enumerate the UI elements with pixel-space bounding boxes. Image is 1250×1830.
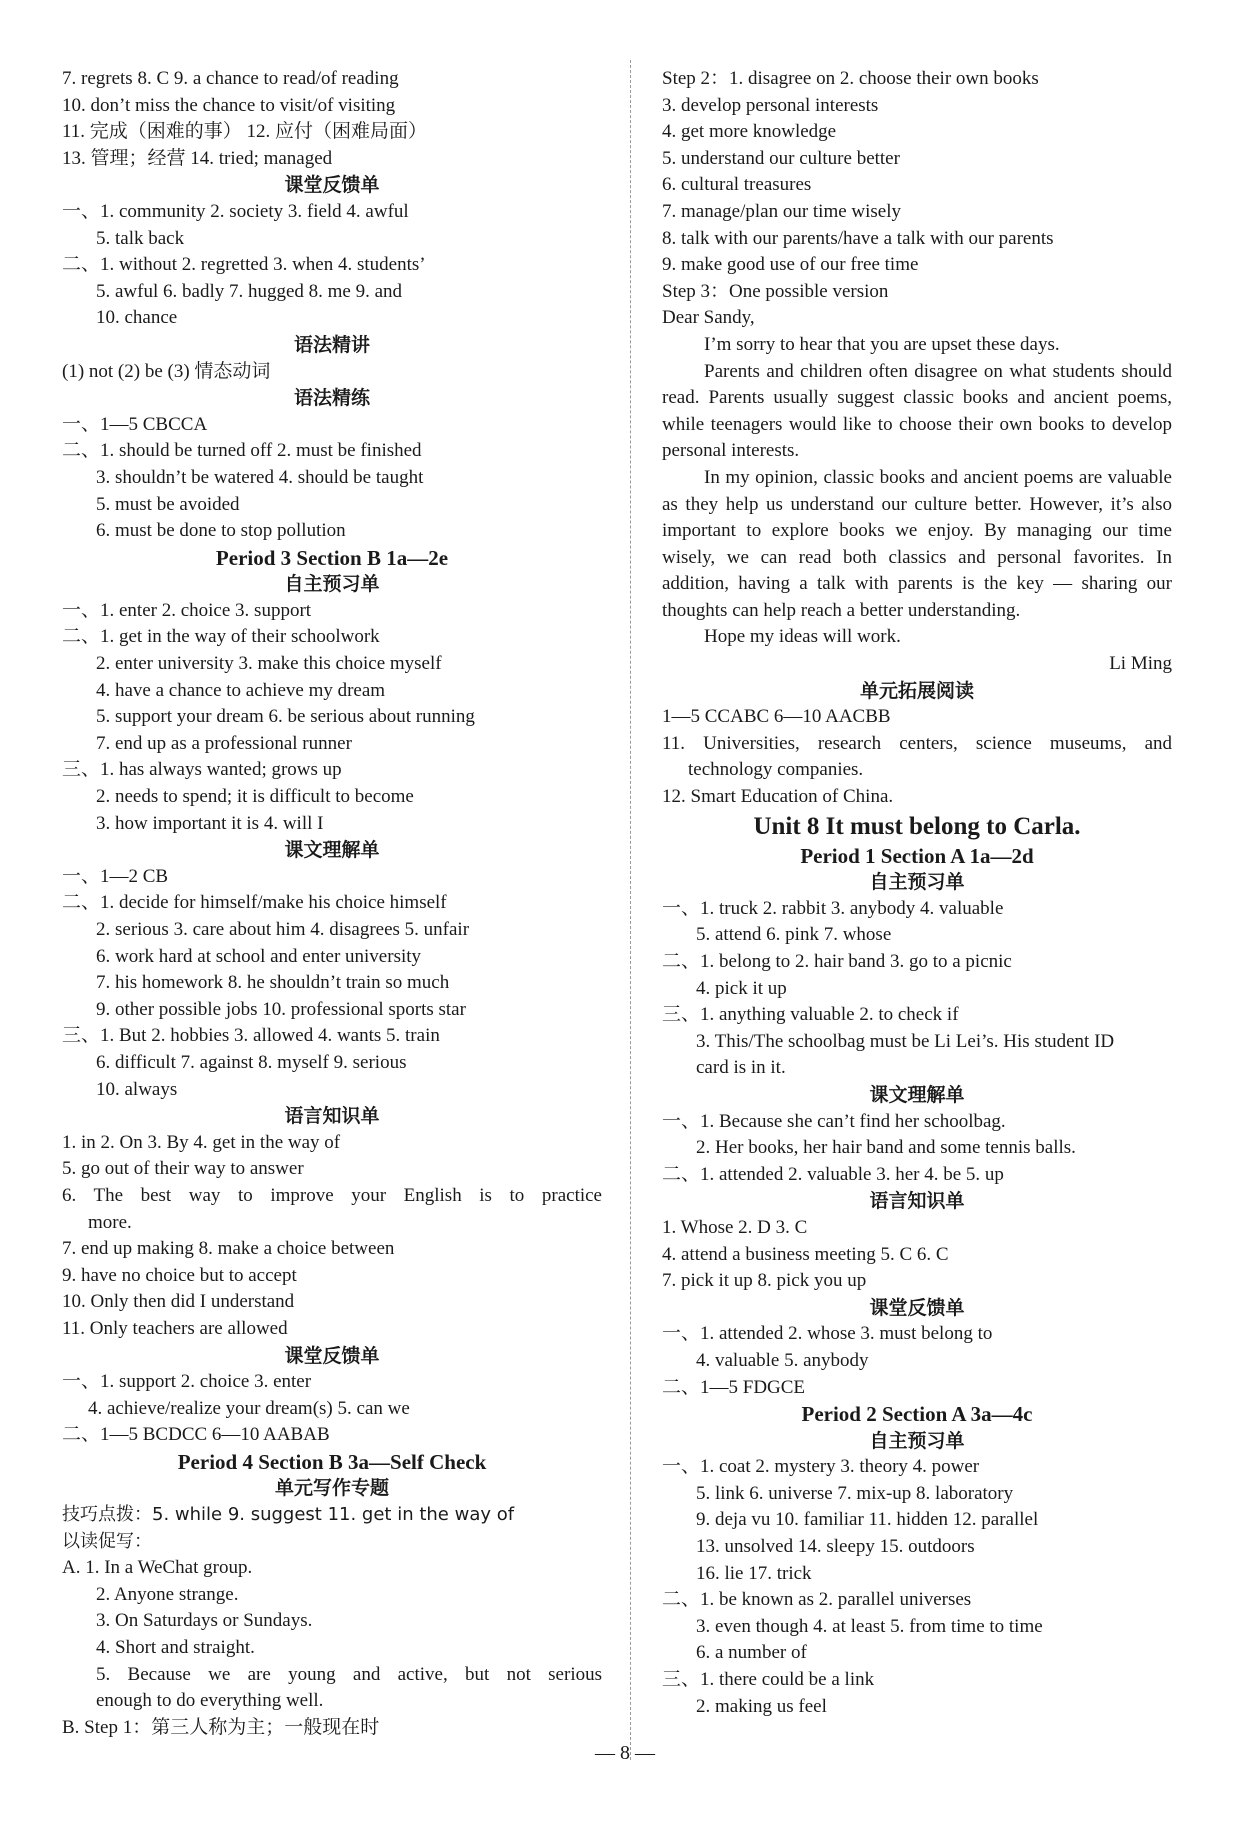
answer-line: 技巧点拨：5. while 9. suggest 11. get in the way of	[62, 1504, 515, 1526]
answer-line: 11. Only teachers are allowed	[62, 1317, 288, 1339]
answer-line: 3. This/The schoolbag must be Li Lei’s. His student ID	[696, 1030, 1115, 1052]
answer-line: 6. work hard at school and enter university	[96, 945, 422, 967]
answer-line: 4. get more knowledge	[662, 121, 837, 143]
answer-line: Step 2：1. disagree on 2. choose their own books	[662, 68, 1039, 89]
section-heading: 单元写作专题	[274, 1477, 389, 1500]
paragraph: In my opinion, classic books and ancient poems are valuable as they help us understand our culture better. However, it’s also important to explore books we enjoy. By managing our time wisely, we can read both classics and personal favorites. In addition, having a talk with parents is the key — sharing our thoughts can help reach a better understanding.	[662, 466, 1172, 621]
answer-line: 10. don’t miss the chance to visit/of visiting	[62, 94, 396, 116]
answer-line: 4. valuable 5. anybody	[696, 1349, 869, 1371]
answer-line: 10. Only then did I understand	[62, 1291, 295, 1313]
column-divider	[630, 60, 631, 1760]
answer-line: I’m sorry to hear that you are upset these days.	[704, 333, 1060, 355]
answer-line: card is in it.	[696, 1057, 786, 1079]
answer-line: 9. other possible jobs 10. professional sports star	[96, 998, 466, 1020]
answer-line: 二、1. decide for himself/make his choice himself	[62, 892, 447, 914]
answer-line: 二、1. be known as 2. parallel universes	[662, 1589, 972, 1611]
answer-line: 4. achieve/realize your dream(s) 5. can we	[88, 1397, 410, 1419]
period-heading: Period 4 Section B 3a—Self Check	[177, 1449, 487, 1474]
answer-line: 二、1. without 2. regretted 3. when 4. students’	[62, 254, 426, 276]
section-heading: 自主预习单	[869, 1429, 965, 1452]
answer-line: 6. cultural treasures	[662, 174, 812, 196]
answer-line: 7. manage/plan our time wisely	[662, 200, 902, 222]
answer-line: 9. make good use of our free time	[662, 254, 919, 276]
answer-line: 一、1—2 CB	[62, 865, 169, 887]
answer-line: 2. enter university 3. make this choice myself	[96, 653, 442, 675]
section-heading: 语法精讲	[293, 333, 370, 356]
period-heading: Unit 8 It must belong to Carla.	[753, 812, 1081, 840]
section-heading: 课文理解单	[869, 1083, 965, 1106]
answer-line: 7. regrets 8. C 9. a chance to read/of reading	[62, 68, 399, 89]
answer-line: A. 1. In a WeChat group.	[62, 1557, 253, 1579]
section-heading: 课文理解单	[284, 839, 380, 862]
section-heading: 语法精练	[293, 387, 370, 410]
answer-line: 一、1. coat 2. mystery 3. theory 4. power	[662, 1456, 980, 1478]
section-heading: 课堂反馈单	[284, 174, 380, 197]
paragraph: Parents and children often disagree on what students should read. Parents usually suggest classic books and ancient poems, while teenagers would like to choose their own books to develop personal interests.	[662, 360, 1172, 462]
answer-line: 1. in 2. On 3. By 4. get in the way of	[62, 1131, 341, 1153]
answer-line: 二、1—5 BCDCC 6—10 AABAB	[62, 1424, 330, 1446]
answer-line: 三、1. there could be a link	[662, 1669, 875, 1691]
answer-line: 一、1. enter 2. choice 3. support	[62, 599, 312, 621]
answer-line: 2. serious 3. care about him 4. disagrees 5. unfair	[96, 919, 470, 940]
answer-line: 一、1. support 2. choice 3. enter	[62, 1371, 312, 1393]
answer-line: more.	[88, 1211, 132, 1233]
answer-line: 5. attend 6. pink 7. whose	[696, 924, 892, 946]
answer-line: 7. end up as a professional runner	[96, 732, 352, 754]
period-heading: Period 3 Section B 1a—2e	[215, 545, 449, 570]
answer-line: 一、1—5 CBCCA	[62, 413, 208, 435]
answer-line: 3. On Saturdays or Sundays.	[96, 1610, 313, 1632]
answer-line: 6. must be done to stop pollution	[96, 520, 346, 542]
answer-line: 5. Because we are young and active, but not serious	[96, 1663, 602, 1685]
answer-line: 一、1. attended 2. whose 3. must belong to	[662, 1323, 993, 1345]
answer-line: 二、1—5 FDGCE	[662, 1376, 806, 1398]
answer-line: 三、1. has always wanted; grows up	[62, 759, 342, 781]
answer-line: 2. Her books, her hair band and some tennis balls.	[696, 1137, 1076, 1159]
answer-line: 7. his homework 8. he shouldn’t train so much	[96, 972, 450, 994]
answer-line: Hope my ideas will work.	[704, 626, 901, 648]
section-heading: 课堂反馈单	[284, 1344, 380, 1367]
answer-line: 5. must be avoided	[96, 493, 240, 515]
answer-line: 一、1. truck 2. rabbit 3. anybody 4. valuable	[662, 897, 1004, 919]
section-heading: 语言知识单	[869, 1190, 965, 1213]
answer-line: 以读促写：	[62, 1530, 152, 1552]
answer-line: 6. The best way to improve your English is to practice	[62, 1184, 602, 1206]
answer-line: 12. Smart Education of China.	[662, 786, 894, 808]
section-heading: 单元拓展阅读	[859, 679, 974, 702]
answer-line: Li Ming	[1109, 653, 1172, 675]
answer-line: 二、1. get in the way of their schoolwork	[62, 626, 380, 648]
answer-line: 8. talk with our parents/have a talk with our parents	[662, 227, 1054, 249]
answer-line: 9. deja vu 10. familiar 11. hidden 12. parallel	[696, 1509, 1039, 1531]
answer-line: 一、1. community 2. society 3. field 4. awful	[62, 200, 409, 222]
answer-line: 7. end up making 8. make a choice between	[62, 1238, 395, 1260]
answer-line: 7. pick it up 8. pick you up	[662, 1270, 867, 1292]
answer-line: 6. difficult 7. against 8. myself 9. serious	[96, 1051, 407, 1073]
answer-line: Step 3：One possible version	[662, 280, 889, 302]
answer-line: 三、1. anything valuable 2. to check if	[662, 1004, 959, 1026]
section-heading: 自主预习单	[869, 871, 965, 894]
answer-line: B. Step 1：第三人称为主；一般现在时	[62, 1716, 380, 1738]
answer-line: 11. Universities, research centers, science museums, and	[662, 732, 1172, 754]
section-heading: 自主预习单	[284, 573, 380, 596]
answer-line: 4. attend a business meeting 5. C 6. C	[662, 1243, 949, 1265]
answer-line: 10. always	[96, 1078, 178, 1100]
answer-line: 11. 完成（困难的事） 12. 应付（困难局面）	[62, 121, 428, 143]
answer-line: 9. have no choice but to accept	[62, 1264, 297, 1286]
page-number: — 8 —	[595, 1742, 655, 1764]
answer-line: 6. a number of	[696, 1642, 807, 1664]
period-heading: Period 2 Section A 3a—4c	[801, 1402, 1033, 1427]
section-heading: 课堂反馈单	[869, 1296, 965, 1319]
answer-line: 13. unsolved 14. sleepy 15. outdoors	[696, 1536, 975, 1558]
answer-line: 5. awful 6. badly 7. hugged 8. me 9. and	[96, 280, 403, 302]
answer-line: 2. needs to spend; it is difficult to become	[96, 786, 414, 808]
section-heading: 语言知识单	[284, 1105, 380, 1128]
answer-line: 3. shouldn’t be watered 4. should be taught	[96, 466, 424, 488]
answer-line: enough to do everything well.	[96, 1690, 324, 1712]
answer-line: 5. understand our culture better	[662, 147, 900, 169]
left-column	[62, 66, 602, 1741]
answer-line: 4. have a chance to achieve my dream	[96, 679, 386, 701]
answer-line: 5. link 6. universe 7. mix-up 8. laboratory	[696, 1482, 1014, 1504]
answer-line: 16. lie 17. trick	[696, 1562, 812, 1584]
answer-line: 一、1. Because she can’t find her schoolbag.	[662, 1110, 1006, 1132]
answer-line: 13. 管理；经营 14. tried; managed	[62, 147, 333, 169]
answer-line: 4. Short and straight.	[96, 1637, 255, 1659]
answer-line: 2. making us feel	[696, 1695, 827, 1717]
answer-line: Dear Sandy,	[662, 307, 755, 329]
answer-line: 5. go out of their way to answer	[62, 1158, 304, 1180]
answer-line: 4. pick it up	[696, 977, 787, 999]
answer-line: 5. support your dream 6. be serious about running	[96, 706, 475, 728]
answer-line: 二、1. should be turned off 2. must be finished	[62, 440, 422, 462]
answer-line: 5. talk back	[96, 227, 185, 249]
answer-line: 10. chance	[96, 307, 178, 329]
answer-line: technology companies.	[688, 759, 864, 781]
answer-line: 三、1. But 2. hobbies 3. allowed 4. wants 5. train	[62, 1025, 440, 1047]
answer-line: 3. how important it is 4. will I	[96, 812, 324, 834]
answer-line: 2. Anyone strange.	[96, 1583, 239, 1605]
period-heading: Period 1 Section A 1a—2d	[800, 843, 1034, 868]
answer-line: 二、1. belong to 2. hair band 3. go to a picnic	[662, 951, 1012, 972]
answer-line: 3. even though 4. at least 5. from time to time	[696, 1615, 1043, 1637]
answer-line: 1. Whose 2. D 3. C	[662, 1216, 808, 1238]
answer-line: 1—5 CCABC 6—10 AACBB	[662, 706, 891, 728]
answer-line: 3. develop personal interests	[662, 94, 879, 116]
answer-line: (1) not (2) be (3) 情态动词	[62, 360, 271, 382]
answer-line: 二、1. attended 2. valuable 3. her 4. be 5. up	[662, 1163, 1004, 1185]
right-column	[662, 66, 1172, 1720]
